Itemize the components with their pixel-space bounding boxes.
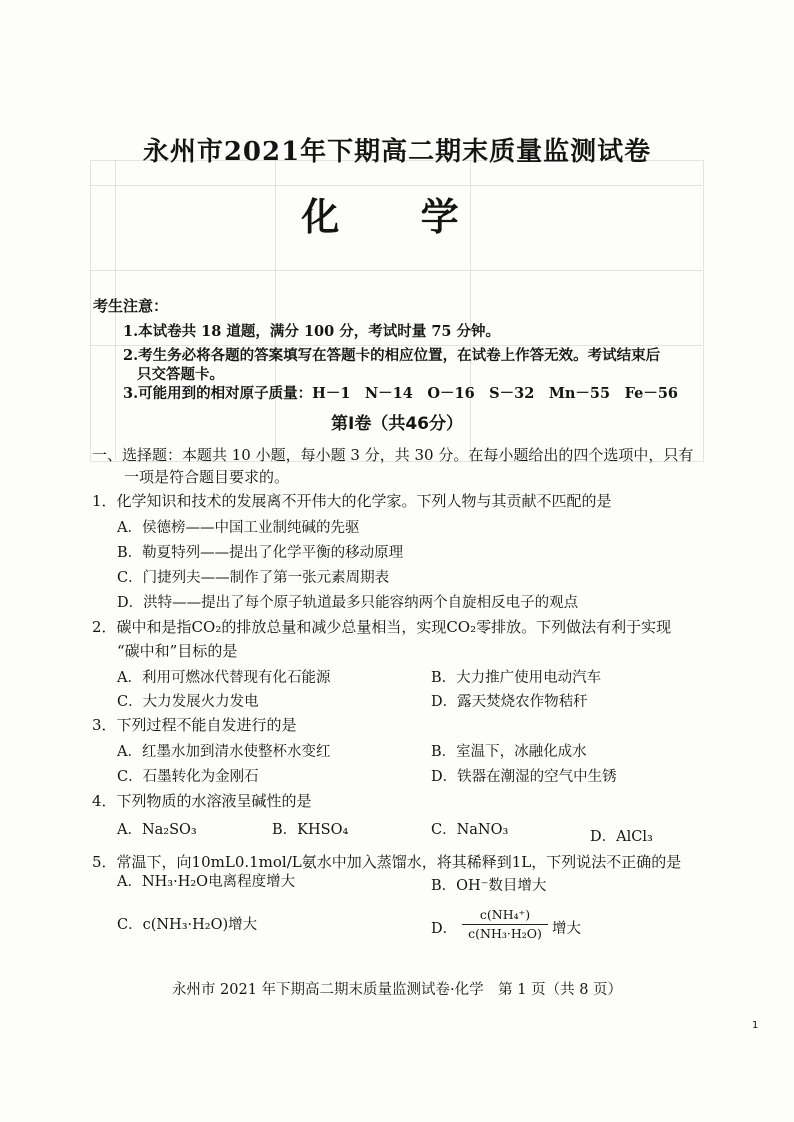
part-one-instructions-cont: 一项是符合题目要求的。 [124, 468, 290, 486]
question-2-option-c: C．大力发展火力发电 [117, 694, 259, 710]
fraction-denominator: c(NH₃·H₂O) [468, 926, 542, 941]
question-4-stem: 4．下列物质的水溶液呈碱性的是 [92, 792, 312, 810]
exam-title: 永州市2021年下期高二期末质量监测试卷 [142, 137, 652, 167]
notice-heading: 考生注意： [93, 297, 169, 315]
question-5-option-c: C．c(NH₃·H₂O)增大 [117, 917, 258, 933]
question-2-stem-cont: “碳中和”目标的是 [117, 642, 238, 660]
question-3-option-b: B．室温下，冰融化成水 [431, 744, 587, 760]
question-1-stem: 1．化学知识和技术的发展离不开伟大的化学家。下列人物与其贡献不匹配的是 [92, 492, 612, 510]
question-4-option-c: C．NaNO₃ [431, 822, 509, 838]
question-1-option-c: C．门捷列夫——制作了第一张元素周期表 [117, 570, 390, 586]
question-2-stem: 2．碳中和是指CO₂的排放总量和减少总量相当，实现CO₂零排放。下列做法有利于实现 [92, 618, 672, 636]
question-3-option-c: C．石墨转化为金刚石 [117, 769, 259, 785]
question-4-option-d: D．AlCl₃ [590, 829, 653, 845]
question-2-option-b: B．大力推广使用电动汽车 [431, 670, 602, 686]
question-3-stem: 3．下列过程不能自发进行的是 [92, 716, 297, 734]
question-1-option-a: A．侯德榜——中国工业制纯碱的先驱 [117, 520, 360, 536]
question-5-option-b: B．OH⁻数目增大 [431, 878, 547, 894]
notice-item-1: 1.本试卷共 18 道题，满分 100 分，考试时量 75 分钟。 [123, 323, 501, 340]
question-1-option-d: D．洪特——提出了每个原子轨道最多只能容纳两个自旋相反电子的观点 [117, 595, 579, 611]
question-5-option-d-fraction [462, 907, 548, 941]
section-heading: 第Ⅰ卷（共46分） [331, 414, 463, 434]
page-footer: 永州市 2021 年下期高二期末质量监测试卷·化学 第 1 页（共 8 页） [171, 982, 623, 998]
question-5-stem: 5．常温下，向10mL0.1mol/L氨水中加入蒸馏水，将其稀释到1L，下列说法不正确的是 [92, 853, 682, 871]
notice-item-3: 3.可能用到的相对原子质量：H－1 N－14 O－16 S－32 Mn－55 Fe－56 [123, 385, 678, 402]
fraction-numerator: c(NH₄⁺) [462, 907, 548, 925]
notice-item-2-cont: 只交答题卡。 [137, 366, 224, 383]
page-number: 1 [752, 1020, 759, 1031]
question-3-option-a: A．红墨水加到清水使整杯水变红 [117, 744, 331, 760]
question-3-option-d: D．铁器在潮湿的空气中生锈 [431, 769, 617, 785]
question-5-option-d-label: D． [431, 921, 458, 937]
subject-title: 化 学 [301, 194, 493, 239]
question-2-option-d: D．露天焚烧农作物秸秆 [431, 694, 588, 710]
notice-item-2: 2.考生务必将各题的答案填写在答题卡的相应位置，在试卷上作答无效。考试结束后 [123, 347, 661, 364]
question-2-option-a: A．利用可燃冰代替现有化石能源 [117, 670, 331, 686]
part-one-instructions: 一、选择题：本题共 10 小题，每小题 3 分，共 30 分。在每小题给出的四个选项中，只有 [92, 446, 694, 464]
question-1-option-b: B．勒夏特列——提出了化学平衡的移动原理 [117, 545, 404, 561]
question-5-option-a: A．NH₃·H₂O电离程度增大 [117, 874, 296, 890]
question-4-option-a: A．Na₂SO₃ [117, 822, 197, 838]
question-5-option-d-suffix: 增大 [552, 921, 581, 937]
question-4-option-b: B．KHSO₄ [272, 822, 349, 838]
bleed-through-line [90, 270, 702, 271]
